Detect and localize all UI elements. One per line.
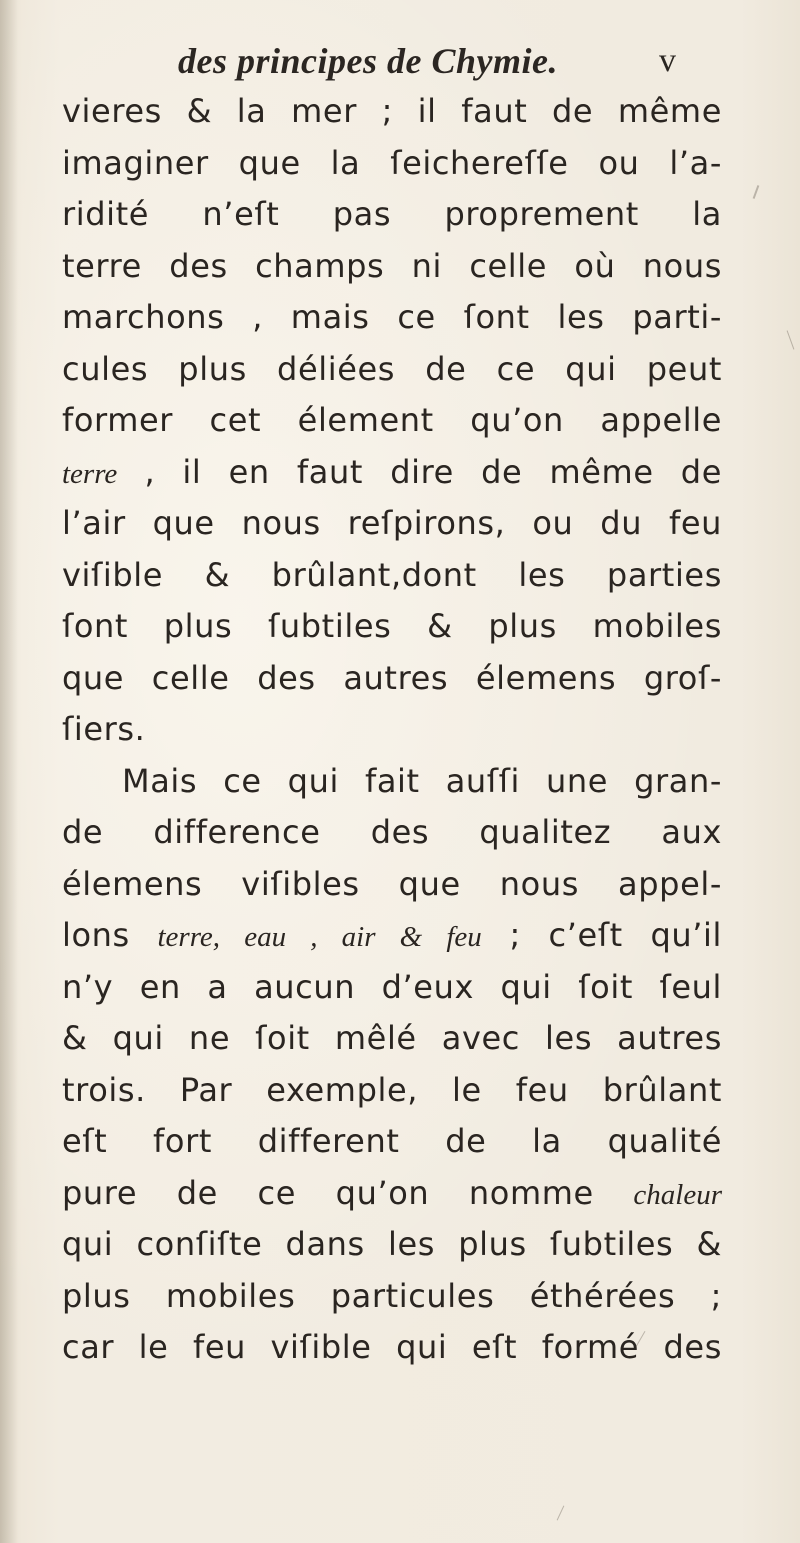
text-segment: , il en faut dire de même de	[117, 452, 722, 491]
text-line: n’y en a aucun d’eux qui ſoit ſeul	[62, 967, 722, 1006]
text-line: vieres & la mer ; il faut de même	[62, 92, 722, 130]
text-line: élemens viſibles que nous appel-	[62, 864, 722, 903]
text-line: terre des champs ni celle où nous	[62, 246, 722, 285]
text-line: ridité n’eſt pas proprement la	[62, 195, 722, 233]
text-segment: lons	[62, 916, 158, 954]
italic-term: terre	[62, 457, 118, 490]
text-line: viſible & brûlant,dont les parties	[62, 555, 722, 594]
text-line: car le feu viſible qui eſt formé des	[62, 1328, 722, 1366]
text-line-indented: Mais ce qui fait auſſi une gran-	[122, 761, 722, 800]
text-line	[62, 447, 722, 499]
text-line: marchons , mais ce ſont les parti-	[62, 298, 722, 336]
body-text	[62, 86, 722, 1374]
text-line: plus mobiles particules éthérées ;	[62, 1276, 722, 1315]
paper-speck	[753, 185, 760, 199]
text-line: l’air que nous reſpirons, ou du feu	[62, 504, 722, 542]
text-segment: ; c’eſt qu’il	[481, 916, 723, 954]
italic-term: terre, eau , air & feu	[157, 921, 482, 953]
text-line: & qui ne ſoit mêlé avec les autres	[62, 1019, 722, 1057]
text-line: former cet élement qu’on appelle	[62, 401, 722, 439]
text-line: ſont plus ſubtiles & plus mobiles	[62, 607, 722, 645]
text-line: qui conſiſte dans les plus ſubtiles &	[62, 1225, 722, 1263]
text-line: eſt fort different de la qualité	[62, 1122, 722, 1160]
text-line: imaginer que la ſeichereſſe ou l’a-	[62, 143, 722, 182]
page-header	[178, 40, 698, 92]
running-title: des principes de Chymie.	[178, 41, 558, 81]
text-line	[62, 910, 722, 962]
text-line: ſiers.	[62, 710, 146, 748]
text-line: trois. Par exemple, le feu brûlant	[62, 1070, 722, 1109]
italic-term: chaleur	[633, 1178, 722, 1211]
text-line: de difference des qualitez aux	[62, 813, 722, 851]
text-line: que celle des autres élemens groſ-	[62, 658, 722, 697]
text-line: cules plus déliées de ce qui peut	[62, 349, 722, 388]
text-segment: pure de ce qu’on nomme	[62, 1173, 634, 1212]
gutter-shadow	[0, 0, 18, 1543]
paper-speck	[557, 1506, 565, 1521]
paper-speck	[787, 330, 795, 349]
text-line	[62, 1168, 722, 1220]
page-number: v	[659, 42, 676, 79]
